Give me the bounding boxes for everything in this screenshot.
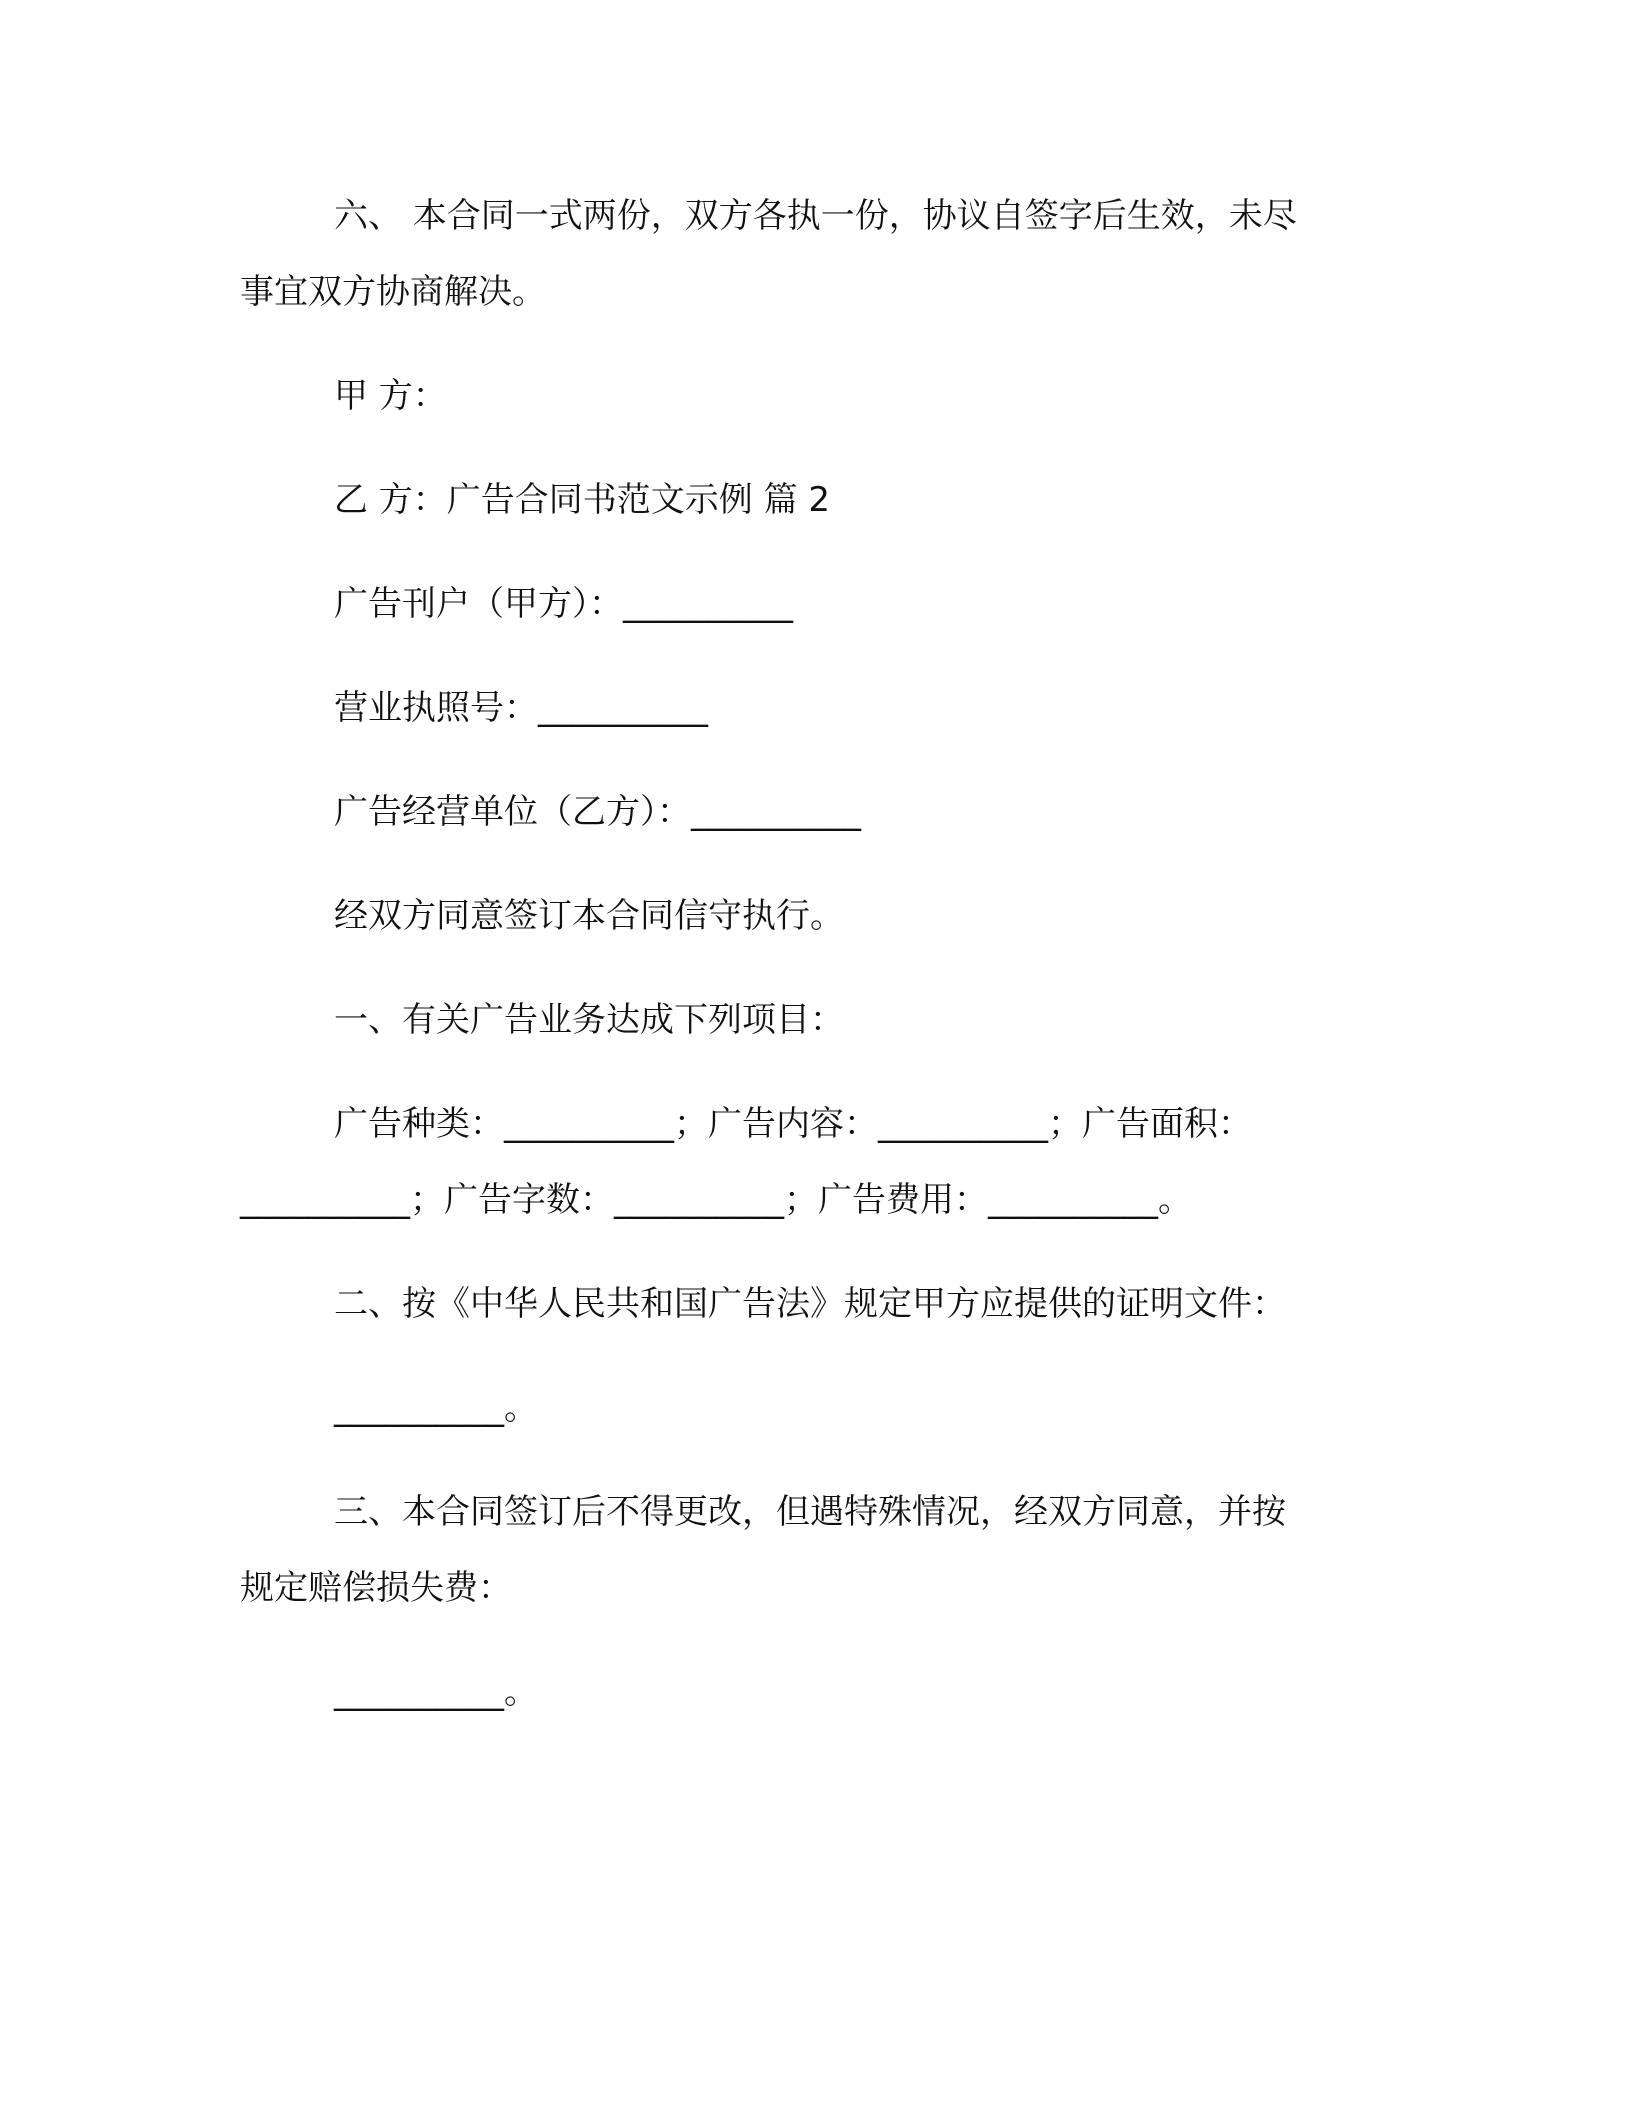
- clause-one-heading: 一、有关广告业务达成下列项目：: [334, 1000, 844, 1040]
- clause-two-text: 二、按《中华人民共和国广告法》规定甲方应提供的证明文件：: [334, 1284, 1286, 1324]
- advertiser-field: 广告刊户（甲方）：__________: [334, 584, 793, 624]
- ad-details-line-2: __________；广告字数：__________；广告费用：__________。: [240, 1180, 1192, 1220]
- clause-six-line-2: 事宜双方协商解决。: [240, 272, 546, 312]
- clause-six-line-1: 六、 本合同一式两份，双方各执一份，协议自签字后生效，未尽: [334, 196, 1297, 236]
- ad-agency-field: 广告经营单位（乙方）：__________: [334, 792, 861, 832]
- license-number-field: 营业执照号：__________: [334, 688, 708, 728]
- party-b-and-title: 乙 方：广告合同书范文示例 篇 2: [334, 480, 831, 520]
- clause-three-line-1: 三、本合同签订后不得更改，但遇特殊情况，经双方同意，并按: [334, 1492, 1286, 1532]
- clause-two-blank: __________。: [334, 1388, 538, 1428]
- party-a-label: 甲 方：: [334, 376, 447, 416]
- ad-details-line-1: 广告种类：__________；广告内容：__________；广告面积：: [334, 1104, 1252, 1144]
- agreement-statement: 经双方同意签订本合同信守执行。: [334, 896, 844, 936]
- clause-three-line-2: 规定赔偿损失费：: [240, 1568, 512, 1608]
- clause-three-blank: __________。: [334, 1672, 538, 1712]
